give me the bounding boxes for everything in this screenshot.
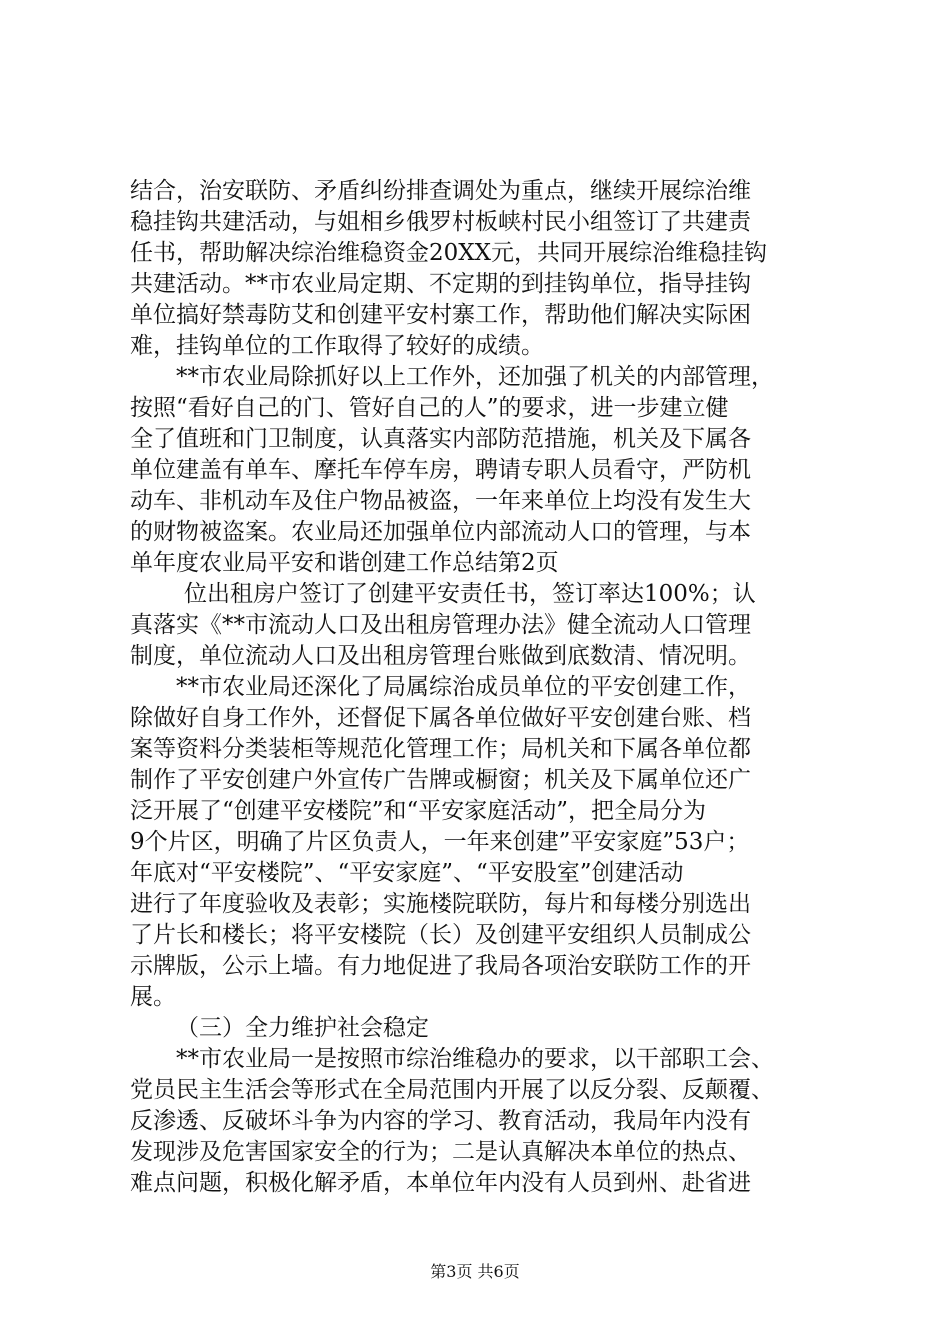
text-line: 全了值班和门卫制度，认真落实内部防范措施，机关及下属各 xyxy=(130,426,751,452)
text-line: 结合，治安联防、矛盾纠纷排查调处为重点，继续开展综治维 xyxy=(130,178,751,204)
text-line: 泛开展了“创建平安楼院”和“平安家庭活动”，把全局分为 xyxy=(130,798,707,824)
text-line: 按照“看好自己的门、管好自己的人”的要求，进一步建立健 xyxy=(130,395,729,421)
text-line: 年底对“平安楼院”、“平安家庭”、“平安股室”创建活动 xyxy=(130,860,684,886)
text-line: （三）全力维护社会稳定 xyxy=(176,1015,429,1041)
text-line: 展。 xyxy=(130,984,176,1010)
text-line: 发现涉及危害国家安全的行为；二是认真解决本单位的热点、 xyxy=(130,1139,751,1165)
text-line: 位出租房户签订了创建平安责任书，签订率达100%；认 xyxy=(184,581,756,607)
text-line: 制作了平安创建户外宣传广告牌或橱窗；机关及下属单位还广 xyxy=(130,767,751,793)
text-line: 示牌版，公示上墙。有力地促进了我局各项治安联防工作的开 xyxy=(130,953,751,979)
text-line: 9个片区，明确了片区负责人，一年来创建”平安家庭”53户； xyxy=(130,829,750,855)
text-line: 稳挂钩共建活动，与姐相乡俄罗村板峡村民小组签订了共建责 xyxy=(130,209,751,235)
page-footer: 第3页 共6页 xyxy=(430,1262,520,1281)
text-line: 的财物被盗案。农业局还加强单位内部流动人口的管理，与本 xyxy=(130,519,751,545)
text-line: 动车、非机动车及住户物品被盗，一年来单位上均没有发生大 xyxy=(130,488,751,514)
text-line: 反渗透、反破坏斗争为内容的学习、教育活动，我局年内没有 xyxy=(130,1108,751,1134)
document-body xyxy=(130,176,830,1199)
text-line: 案等资料分类装柜等规范化管理工作；局机关和下属各单位都 xyxy=(130,736,751,762)
text-line: 共建活动。**市农业局定期、不定期的到挂钩单位，指导挂钩 xyxy=(130,271,751,297)
text-line: **市农业局除抓好以上工作外，还加强了机关的内部管理， xyxy=(176,364,774,390)
text-line: 除做好自身工作外，还督促下属各单位做好平安创建台账、档 xyxy=(130,705,751,731)
text-line: **市农业局一是按照市综治维稳办的要求，以干部职工会、 xyxy=(176,1046,774,1072)
text-line: 进行了年度验收及表彰；实施楼院联防，每片和每楼分别选出 xyxy=(130,891,751,917)
text-line: 单位搞好禁毒防艾和创建平安村寨工作，帮助他们解决实际困 xyxy=(130,302,751,328)
text-line: 难，挂钩单位的工作取得了较好的成绩。 xyxy=(130,333,544,359)
text-line: 单年度农业局平安和谐创建工作总结第2页 xyxy=(130,550,559,576)
text-line: 难点问题，积极化解矛盾，本单位年内没有人员到州、赴省进 xyxy=(130,1170,751,1196)
text-line: 任书，帮助解决综治维稳资金20XX元，共同开展综治维稳挂钩 xyxy=(130,240,768,266)
text-line: 了片长和楼长；将平安楼院（长）及创建平安组织人员制成公 xyxy=(130,922,751,948)
text-line: 党员民主生活会等形式在全局范围内开展了以反分裂、反颠覆、 xyxy=(130,1077,774,1103)
text-line: 单位建盖有单车、摩托车停车房，聘请专职人员看守，严防机 xyxy=(130,457,751,483)
text-line: 真落实《**市流动人口及出租房管理办法》健全流动人口管理 xyxy=(130,612,751,638)
text-line: 制度，单位流动人口及出租房管理台账做到底数清、情况明。 xyxy=(130,643,751,669)
text-line: **市农业局还深化了局属综治成员单位的平安创建工作， xyxy=(176,674,751,700)
